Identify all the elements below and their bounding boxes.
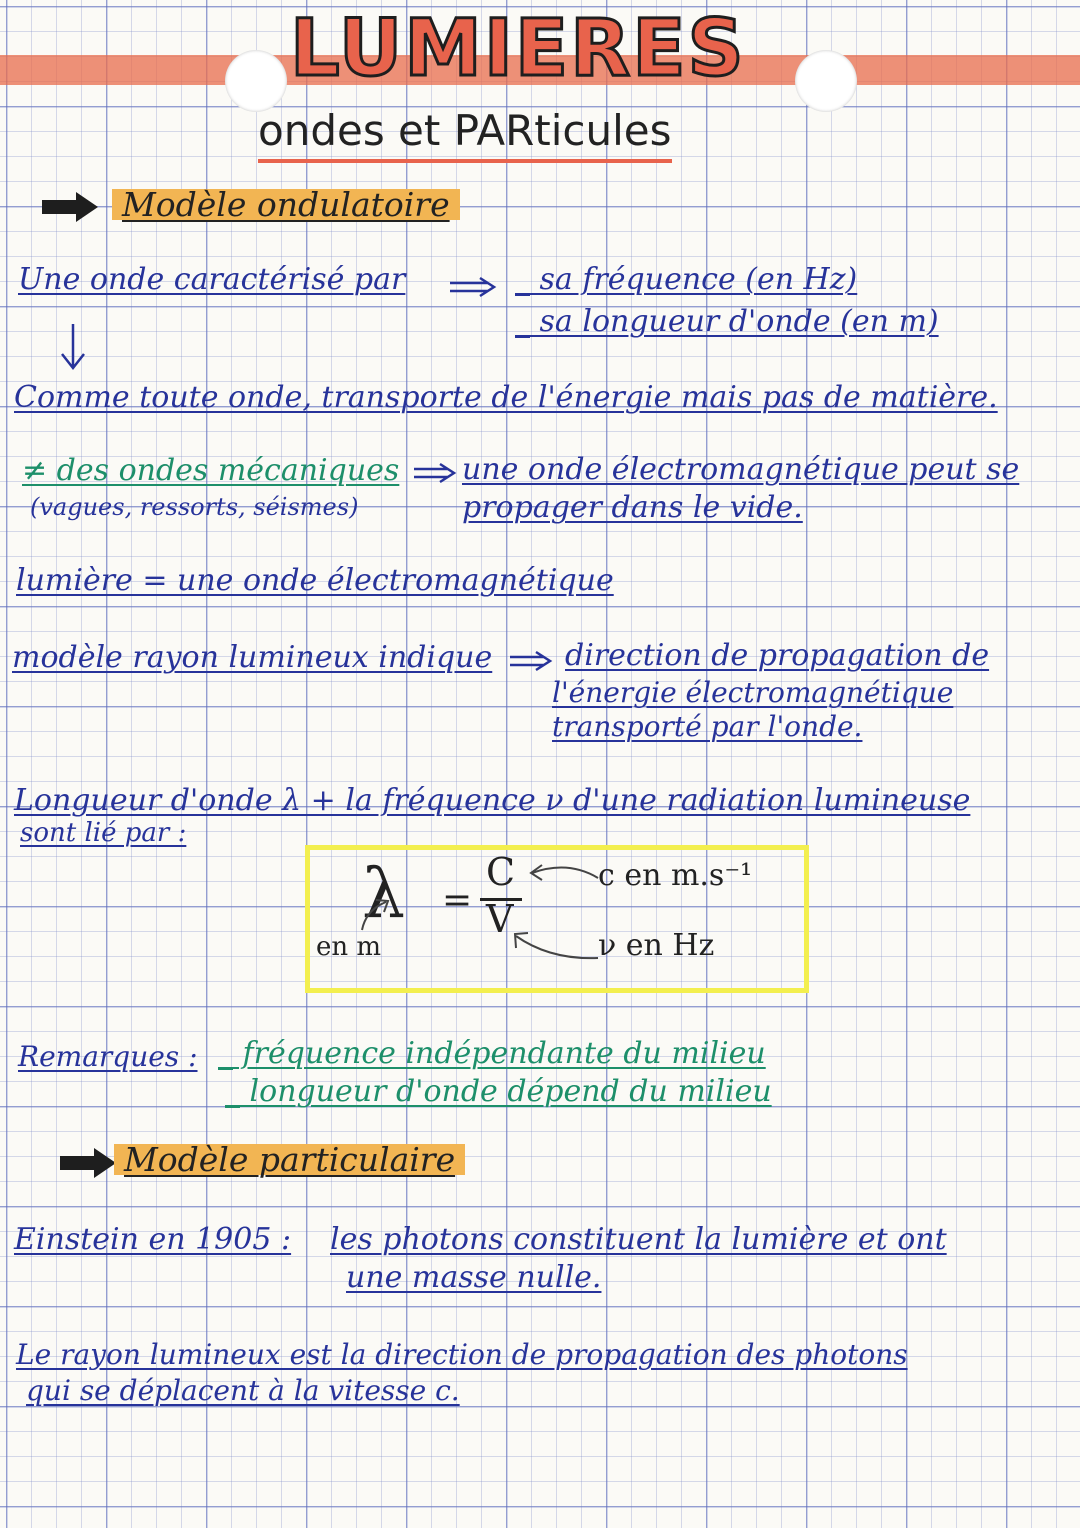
- arrow-right-icon-2: [60, 1148, 116, 1178]
- mechanical-waves-examples: (vagues, ressorts, séismes): [30, 493, 359, 521]
- curved-arrow-icon: [528, 862, 600, 884]
- unit-lambda: en m: [316, 932, 382, 962]
- ray-photons-line-1: Le rayon lumineux est la direction de propagation des photons: [16, 1338, 908, 1371]
- curved-arrow-icon-2: [510, 928, 600, 962]
- wavelength-frequency-line: Longueur d'onde λ + la fréquence ν d'une radiation lumineuse: [14, 783, 971, 818]
- down-arrow-icon: [58, 322, 88, 372]
- einstein-text-2: une masse nulle.: [346, 1260, 602, 1295]
- ray-model-text-3: transporté par l'onde.: [552, 710, 863, 743]
- page-subtitle: ondes et PARticules: [258, 106, 672, 163]
- implies-arrow-icon-2: [412, 462, 458, 484]
- binder-hole-left: [225, 50, 287, 112]
- arrow-right-icon: [42, 192, 98, 222]
- page-title: LUMIERES: [290, 4, 746, 94]
- small-arrow-icon: [358, 896, 392, 932]
- remarks-label: Remarques :: [18, 1040, 198, 1073]
- wave-wavelength-item: _ sa longueur d'onde (en m): [515, 304, 939, 339]
- wave-frequency-item: _ sa fréquence (en Hz): [515, 262, 858, 297]
- remark-frequency: _ fréquence indépendante du milieu: [218, 1036, 766, 1071]
- ray-photons-line-2: qui se déplacent à la vitesse c.: [26, 1374, 460, 1407]
- implies-arrow-icon: [448, 276, 498, 298]
- light-definition: lumière = une onde électromagnétique: [16, 563, 614, 598]
- formula-lambda: λ: [362, 855, 406, 934]
- implies-arrow-icon-3: [508, 650, 554, 672]
- remark-wavelength: _ longueur d'onde dépend du milieu: [225, 1074, 772, 1109]
- ray-model-label: modèle rayon lumineux indique: [12, 640, 493, 675]
- formula-equals: =: [442, 880, 473, 921]
- em-wave-text-1: une onde électromagnétique peut se: [462, 452, 1020, 487]
- wave-characterized-label: Une onde caractérisé par: [18, 262, 406, 297]
- em-wave-text-2: propager dans le vide.: [462, 490, 803, 525]
- unit-v: ν en Hz: [598, 928, 715, 963]
- einstein-text-1: les photons constituent la lumière et ont: [330, 1222, 947, 1257]
- linked-by-line: sont lié par :: [20, 818, 187, 848]
- section-heading-wave: Modèle ondulatoire: [112, 185, 460, 224]
- einstein-label: Einstein en 1905 :: [14, 1222, 292, 1257]
- ray-model-text-1: direction de propagation de: [565, 638, 990, 673]
- wave-energy-line: Comme toute onde, transporte de l'énergie mais pas de matière.: [14, 380, 998, 415]
- unit-c: c en m.s⁻¹: [598, 858, 753, 893]
- ray-model-text-2: l'énergie électromagnétique: [552, 676, 954, 709]
- section-heading-particle: Modèle particulaire: [114, 1140, 465, 1179]
- formula-denominator: V: [486, 897, 514, 941]
- formula-numerator: C: [486, 850, 516, 894]
- mechanical-waves-label: ≠ des ondes mécaniques: [22, 453, 400, 488]
- binder-hole-right: [795, 50, 857, 112]
